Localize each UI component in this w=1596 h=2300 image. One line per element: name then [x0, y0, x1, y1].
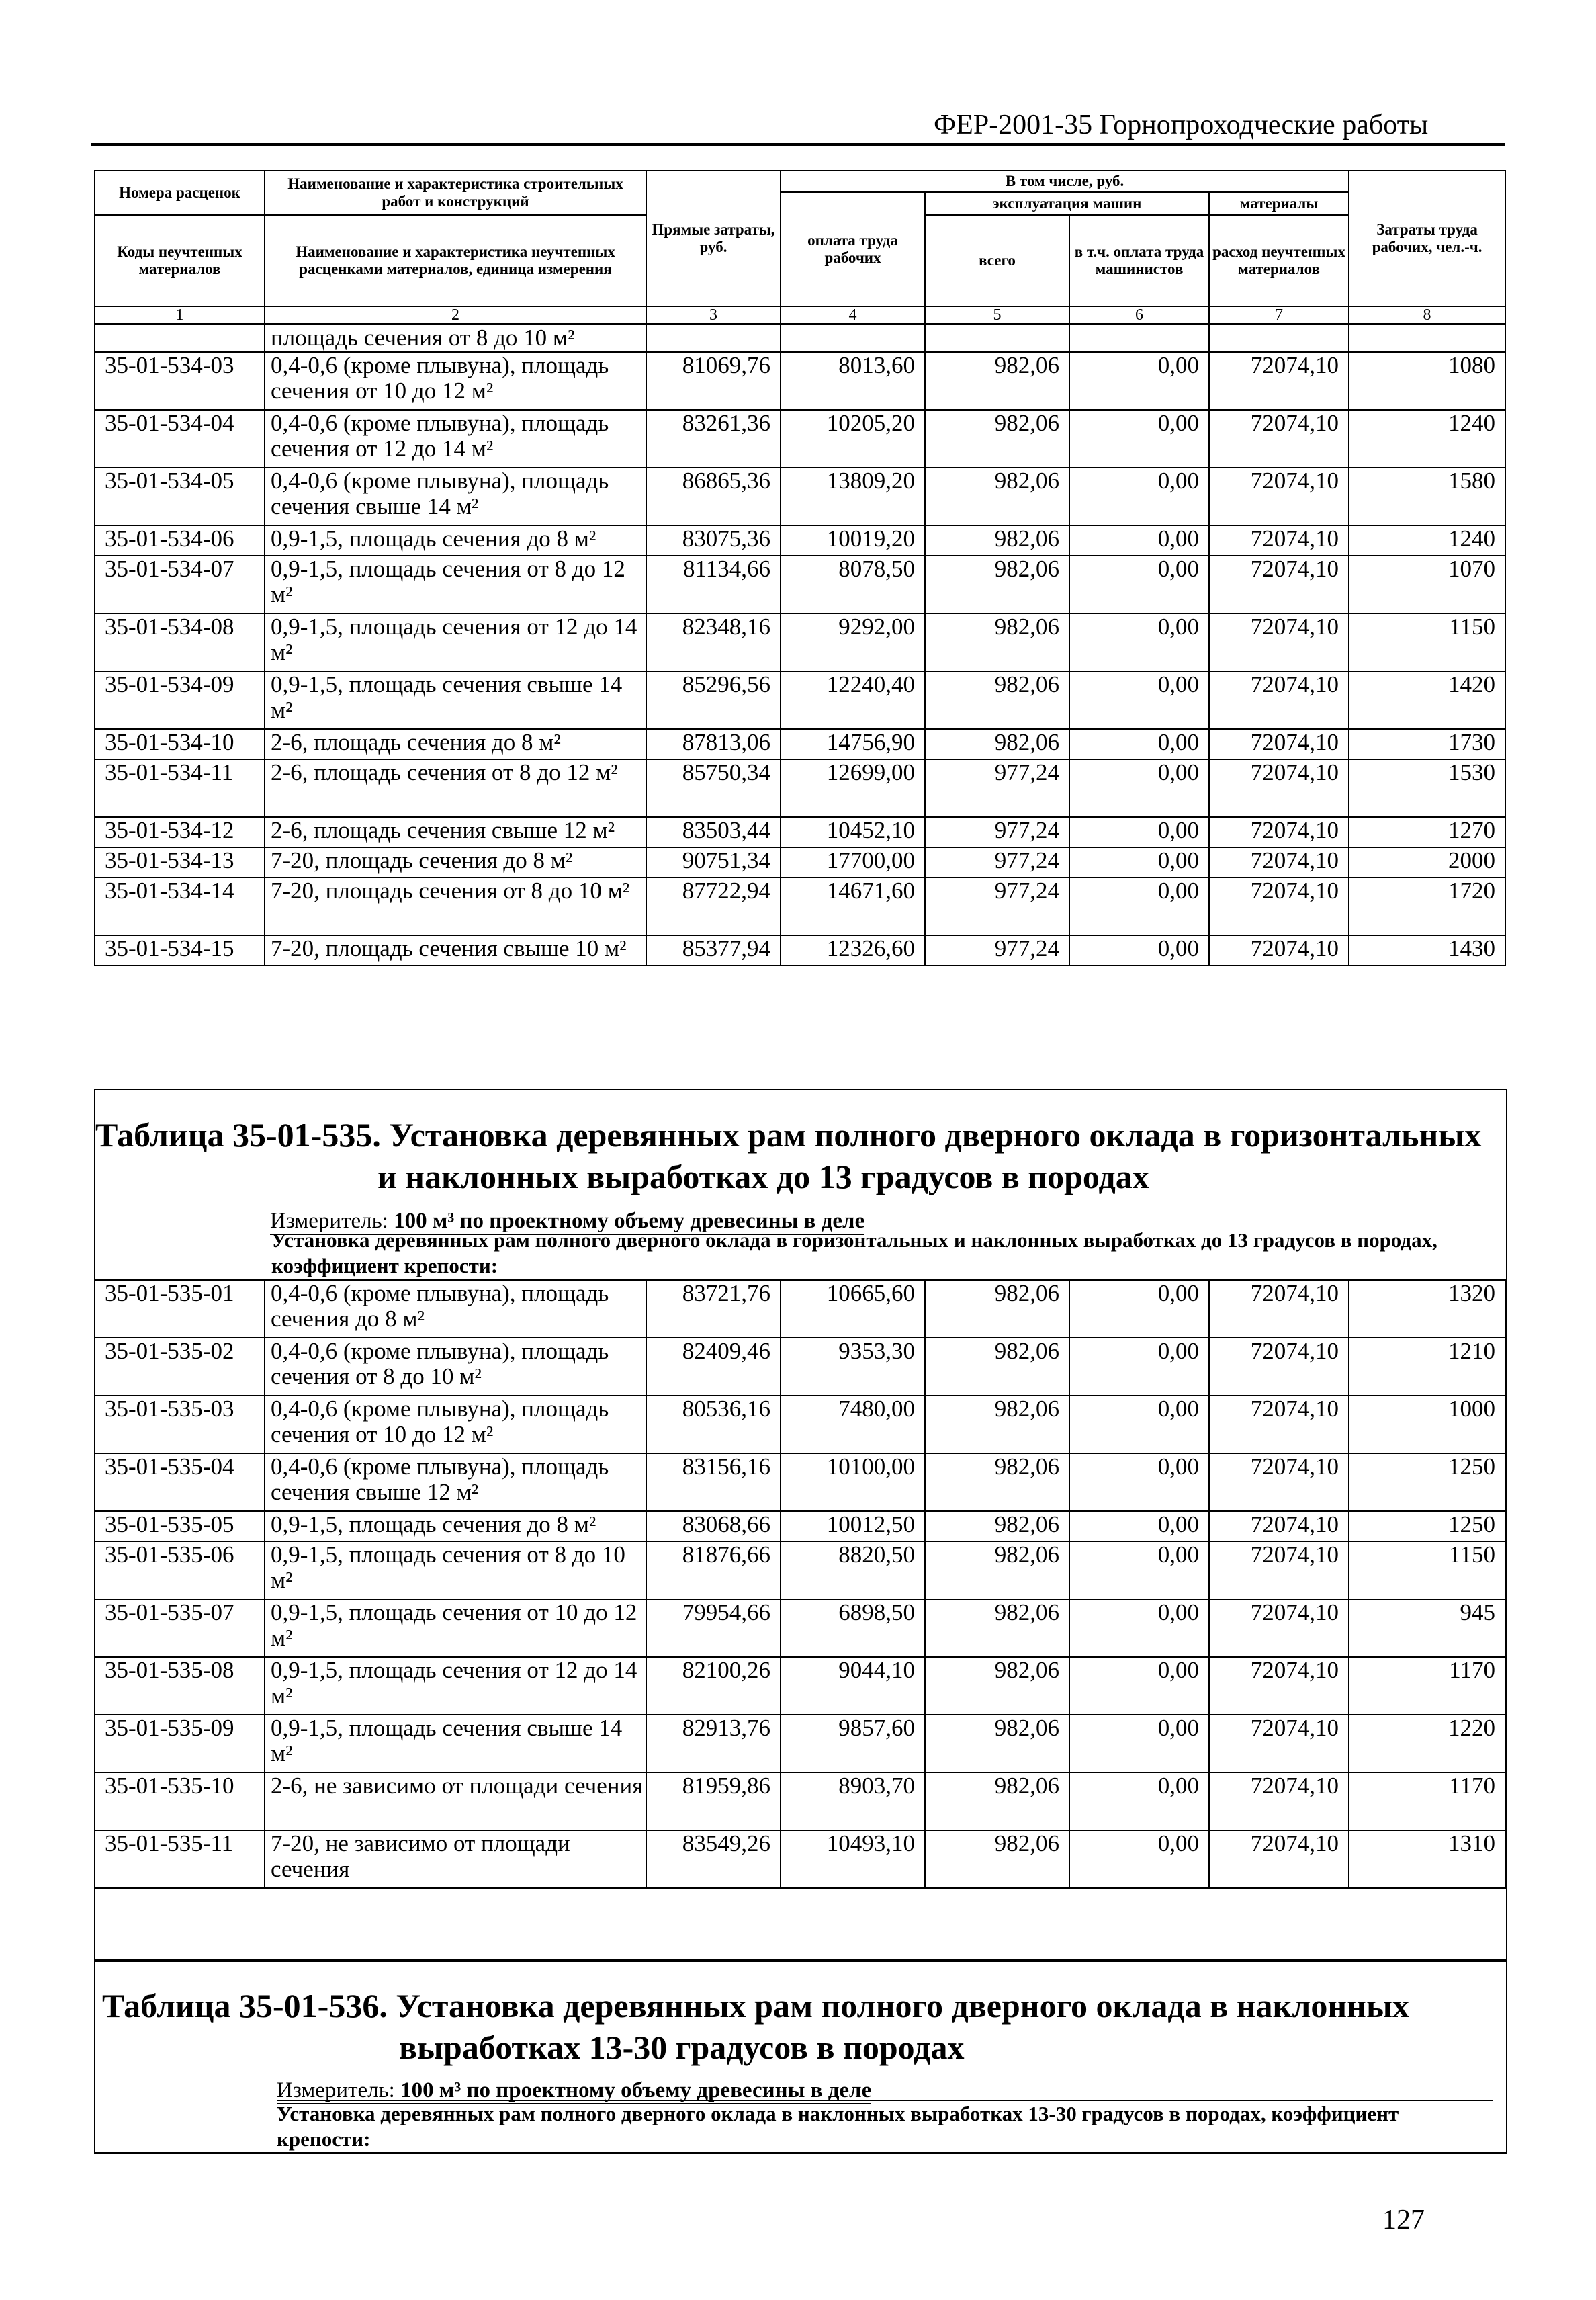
direct-costs: 81069,76 [646, 352, 781, 410]
worker-pay: 10493,10 [781, 1830, 925, 1888]
rate-code: 35-01-535-03 [95, 1396, 265, 1453]
rates-table-534 [94, 170, 1506, 966]
rate-code: 35-01-535-06 [95, 1541, 265, 1599]
rate-code: 35-01-534-15 [95, 935, 265, 966]
material-usage: 72074,10 [1209, 1453, 1349, 1511]
col-number: 8 [1349, 306, 1505, 324]
material-usage: 72074,10 [1209, 1657, 1349, 1715]
machine-cost: 982,06 [925, 613, 1069, 671]
labor-hours: 945 [1349, 1599, 1505, 1657]
worker-pay: 10665,60 [781, 1280, 925, 1338]
worker-pay: 9353,30 [781, 1338, 925, 1396]
direct-costs: 83075,36 [646, 525, 781, 556]
rate-code: 35-01-535-07 [95, 1599, 265, 1657]
work-description: 0,4-0,6 (кроме плывуна), площадь сечения от 10 до 12 м² [265, 352, 646, 410]
machine-cost: 982,06 [925, 410, 1069, 468]
work-description: 2-6, площадь сечения до 8 м² [265, 729, 646, 759]
direct-costs: 82409,46 [646, 1338, 781, 1396]
work-description: 2-6, не зависимо от площади сечения [265, 1773, 646, 1830]
machine-cost: 982,06 [925, 1773, 1069, 1830]
table-row [95, 1599, 1505, 1657]
rate-code: 35-01-535-04 [95, 1453, 265, 1511]
worker-pay: 9857,60 [781, 1715, 925, 1773]
labor-hours: 1310 [1349, 1830, 1505, 1888]
col-header-rate-number: Номера расценок [95, 171, 265, 215]
labor-hours: 1240 [1349, 525, 1505, 556]
machinist-pay: 0,00 [1069, 1338, 1209, 1396]
labor-hours: 1170 [1349, 1657, 1505, 1715]
rate-code: 35-01-534-11 [95, 759, 265, 817]
worker-pay: 14671,60 [781, 878, 925, 935]
machinist-pay: 0,00 [1069, 1657, 1209, 1715]
col-header-direct-costs: Прямые затраты, руб. [646, 171, 781, 306]
table-row [95, 1657, 1505, 1715]
work-description: 0,9-1,5, площадь сечения от 8 до 10 м² [265, 1541, 646, 1599]
labor-hours: 1720 [1349, 878, 1505, 935]
labor-hours: 1430 [1349, 935, 1505, 966]
table-row [95, 1541, 1505, 1599]
machine-cost: 982,06 [925, 1280, 1069, 1338]
table-title: и наклонных выработках до 13 градусов в породах [378, 1158, 1149, 1195]
rate-code: 35-01-535-08 [95, 1657, 265, 1715]
worker-pay: 8820,50 [781, 1541, 925, 1599]
material-usage: 72074,10 [1209, 759, 1349, 817]
machine-cost: 982,06 [925, 671, 1069, 729]
col-header-work-name: Наименование и характеристика строительных работ и конструкций [265, 171, 646, 215]
col-header-labor-hours: Затраты труда рабочих, чел.-ч. [1349, 171, 1505, 306]
material-usage: 72074,10 [1209, 935, 1349, 966]
material-usage: 72074,10 [1209, 468, 1349, 525]
direct-costs: 90751,34 [646, 847, 781, 878]
material-usage: 72074,10 [1209, 556, 1349, 613]
machinist-pay: 0,00 [1069, 1830, 1209, 1888]
work-description: 7-20, площадь сечения свыше 10 м² [265, 935, 646, 966]
work-description: 2-6, площадь сечения от 8 до 12 м² [265, 759, 646, 817]
measure-prefix: Измеритель: [277, 2078, 395, 2102]
labor-hours: 1580 [1349, 468, 1505, 525]
machine-cost: 977,24 [925, 878, 1069, 935]
machinist-pay: 0,00 [1069, 352, 1209, 410]
machinist-pay: 0,00 [1069, 847, 1209, 878]
labor-hours: 1210 [1349, 1338, 1505, 1396]
worker-pay: 10452,10 [781, 817, 925, 847]
machinist-pay: 0,00 [1069, 1453, 1209, 1511]
table-row [95, 1830, 1505, 1888]
material-usage: 72074,10 [1209, 1338, 1349, 1396]
measure-value: 100 м³ по проектному объему древесины в деле [394, 1209, 865, 1233]
running-header: ФЕР-2001-35 Горнопроходческие работы [934, 110, 1429, 140]
direct-costs: 81959,86 [646, 1773, 781, 1830]
machinist-pay: 0,00 [1069, 1541, 1209, 1599]
material-usage: 72074,10 [1209, 729, 1349, 759]
direct-costs: 85296,56 [646, 671, 781, 729]
table-row [95, 729, 1505, 759]
work-description: 0,9-1,5, площадь сечения от 10 до 12 м² [265, 1599, 646, 1657]
rate-code: 35-01-534-08 [95, 613, 265, 671]
machine-cost: 982,06 [925, 1541, 1069, 1599]
machine-cost: 977,24 [925, 817, 1069, 847]
machine-cost: 982,06 [925, 1715, 1069, 1773]
table-row [95, 817, 1505, 847]
machine-cost: 982,06 [925, 468, 1069, 525]
direct-costs: 82100,26 [646, 1657, 781, 1715]
machinist-pay: 0,00 [1069, 759, 1209, 817]
machine-cost: 982,06 [925, 1511, 1069, 1541]
direct-costs: 80536,16 [646, 1396, 781, 1453]
machine-cost: 982,06 [925, 525, 1069, 556]
rate-code: 35-01-535-05 [95, 1511, 265, 1541]
work-description: 2-6, площадь сечения свыше 12 м² [265, 817, 646, 847]
direct-costs: 87722,94 [646, 878, 781, 935]
material-usage: 72074,10 [1209, 1830, 1349, 1888]
labor-hours: 1150 [1349, 613, 1505, 671]
machinist-pay: 0,00 [1069, 935, 1209, 966]
machine-cost: 977,24 [925, 847, 1069, 878]
worker-pay: 8903,70 [781, 1773, 925, 1830]
worker-pay: 12240,40 [781, 671, 925, 729]
work-description: 0,4-0,6 (кроме плывуна), площадь сечения от 8 до 10 м² [265, 1338, 646, 1396]
worker-pay: 10205,20 [781, 410, 925, 468]
col-header-materials: материалы [1209, 192, 1349, 215]
table-row [95, 613, 1505, 671]
direct-costs: 83503,44 [646, 817, 781, 847]
table-row [95, 1396, 1505, 1453]
table-row [95, 759, 1505, 817]
direct-costs: 81134,66 [646, 556, 781, 613]
machine-cost: 982,06 [925, 1396, 1069, 1453]
work-description: 7-20, не зависимо от площади сечения [265, 1830, 646, 1888]
machine-cost: 977,24 [925, 759, 1069, 817]
labor-hours: 1270 [1349, 817, 1505, 847]
table-row [95, 525, 1505, 556]
machine-cost: 982,06 [925, 1657, 1069, 1715]
labor-hours: 1000 [1349, 1396, 1505, 1453]
material-usage: 72074,10 [1209, 1773, 1349, 1830]
page-number: 127 [1382, 2205, 1425, 2235]
direct-costs: 82348,16 [646, 613, 781, 671]
table-535-section [94, 1089, 1507, 1962]
table-row [95, 556, 1505, 613]
machinist-pay: 0,00 [1069, 1280, 1209, 1338]
measure-value: 100 м³ по проектному объему древесины в деле [400, 2078, 872, 2102]
machine-cost: 982,06 [925, 1453, 1069, 1511]
machine-cost: 982,06 [925, 1338, 1069, 1396]
col-number: 5 [925, 306, 1069, 324]
work-description: 0,4-0,6 (кроме плывуна), площадь сечения свыше 12 м² [265, 1453, 646, 1511]
worker-pay: 9044,10 [781, 1657, 925, 1715]
direct-costs: 85750,34 [646, 759, 781, 817]
worker-pay: 8013,60 [781, 352, 925, 410]
section-subtitle: Установка деревянных рам полного дверного оклада в наклонных выработках 13-30 градусов в породах, коэффициент крепости: [277, 2100, 1493, 2152]
worker-pay: 10100,00 [781, 1453, 925, 1511]
machinist-pay: 0,00 [1069, 729, 1209, 759]
labor-hours: 1250 [1349, 1453, 1505, 1511]
rate-code: 35-01-534-13 [95, 847, 265, 878]
labor-hours: 1080 [1349, 352, 1505, 410]
header-rule [91, 143, 1505, 146]
worker-pay: 17700,00 [781, 847, 925, 878]
col-header-worker-pay: оплата труда рабочих [781, 192, 925, 306]
table-row [95, 1715, 1505, 1773]
material-usage: 72074,10 [1209, 410, 1349, 468]
table-row [95, 1773, 1505, 1830]
machine-cost: 977,24 [925, 935, 1069, 966]
work-description: 0,4-0,6 (кроме плывуна), площадь сечения до 8 м² [265, 1280, 646, 1338]
machine-cost: 982,06 [925, 556, 1069, 613]
direct-costs: 87813,06 [646, 729, 781, 759]
material-usage: 72074,10 [1209, 847, 1349, 878]
labor-hours: 1070 [1349, 556, 1505, 613]
work-description: 7-20, площадь сечения от 8 до 10 м² [265, 878, 646, 935]
table-title: Таблица 35-01-536. Установка деревянных рам полного дверного оклада в наклонных [102, 1987, 1410, 2025]
labor-hours: 1250 [1349, 1511, 1505, 1541]
worker-pay: 9292,00 [781, 613, 925, 671]
col-number: 3 [646, 306, 781, 324]
direct-costs: 83068,66 [646, 1511, 781, 1541]
machinist-pay: 0,00 [1069, 878, 1209, 935]
work-description: 0,9-1,5, площадь сечения свыше 14 м² [265, 1715, 646, 1773]
machinist-pay: 0,00 [1069, 1773, 1209, 1830]
col-header-material-names: Наименование и характеристика неучтенных расценками материалов, единица измерения [265, 215, 646, 306]
rate-code: 35-01-535-02 [95, 1338, 265, 1396]
col-number: 4 [781, 306, 925, 324]
machinist-pay: 0,00 [1069, 817, 1209, 847]
measure-prefix: Измеритель: [270, 1209, 388, 1233]
rate-code: 35-01-535-09 [95, 1715, 265, 1773]
machine-cost: 982,06 [925, 1830, 1069, 1888]
machinist-pay: 0,00 [1069, 1715, 1209, 1773]
rate-code: 35-01-534-09 [95, 671, 265, 729]
work-description: 0,4-0,6 (кроме плывуна), площадь сечения от 10 до 12 м² [265, 1396, 646, 1453]
material-usage: 72074,10 [1209, 613, 1349, 671]
material-usage: 72074,10 [1209, 878, 1349, 935]
worker-pay: 12699,00 [781, 759, 925, 817]
direct-costs: 83261,36 [646, 410, 781, 468]
table-row [95, 1453, 1505, 1511]
material-usage: 72074,10 [1209, 817, 1349, 847]
worker-pay: 10012,50 [781, 1511, 925, 1541]
rate-code: 35-01-534-05 [95, 468, 265, 525]
labor-hours: 1220 [1349, 1715, 1505, 1773]
direct-costs: 83721,76 [646, 1280, 781, 1338]
machinist-pay: 0,00 [1069, 410, 1209, 468]
col-header-machine-use: эксплуатация машин [925, 192, 1209, 215]
machinist-pay: 0,00 [1069, 671, 1209, 729]
col-header-machines-total: всего [925, 215, 1069, 306]
table-row [95, 468, 1505, 525]
rate-code: 35-01-534-04 [95, 410, 265, 468]
direct-costs: 83549,26 [646, 1830, 781, 1888]
table-title: выработках 13-30 градусов в породах [399, 2029, 965, 2066]
rate-code: 35-01-534-10 [95, 729, 265, 759]
table-row [95, 1511, 1505, 1541]
rate-code: 35-01-534-07 [95, 556, 265, 613]
direct-costs: 86865,36 [646, 468, 781, 525]
col-header-including: В том числе, руб. [781, 171, 1349, 192]
machinist-pay: 0,00 [1069, 1511, 1209, 1541]
col-number: 1 [95, 306, 265, 324]
machine-cost: 982,06 [925, 1599, 1069, 1657]
rates-table-535 [94, 1279, 1506, 1889]
worker-pay: 10019,20 [781, 525, 925, 556]
labor-hours: 1320 [1349, 1280, 1505, 1338]
col-number: 6 [1069, 306, 1209, 324]
col-header-machinist-pay: в т.ч. оплата труда машинистов [1069, 215, 1209, 306]
worker-pay: 14756,90 [781, 729, 925, 759]
rate-code: 35-01-535-11 [95, 1830, 265, 1888]
col-header-material-codes: Коды неучтенных материалов [95, 215, 265, 306]
labor-hours: 1730 [1349, 729, 1505, 759]
work-description: 7-20, площадь сечения до 8 м² [265, 847, 646, 878]
material-usage: 72074,10 [1209, 1396, 1349, 1453]
material-usage: 72074,10 [1209, 1541, 1349, 1599]
machinist-pay: 0,00 [1069, 1599, 1209, 1657]
material-usage: 72074,10 [1209, 1715, 1349, 1773]
worker-pay: 12326,60 [781, 935, 925, 966]
rate-code: 35-01-534-03 [95, 352, 265, 410]
machinist-pay: 0,00 [1069, 525, 1209, 556]
rate-code: 35-01-535-01 [95, 1280, 265, 1338]
table-row [95, 1280, 1505, 1338]
labor-hours: 1240 [1349, 410, 1505, 468]
col-number: 2 [265, 306, 646, 324]
rate-code: 35-01-534-06 [95, 525, 265, 556]
worker-pay: 7480,00 [781, 1396, 925, 1453]
work-description: 0,9-1,5, площадь сечения от 12 до 14 м² [265, 1657, 646, 1715]
worker-pay: 8078,50 [781, 556, 925, 613]
direct-costs: 82913,76 [646, 1715, 781, 1773]
material-usage: 72074,10 [1209, 1599, 1349, 1657]
worker-pay: 6898,50 [781, 1599, 925, 1657]
work-description: 0,9-1,5, площадь сечения до 8 м² [265, 525, 646, 556]
direct-costs: 81876,66 [646, 1541, 781, 1599]
col-header-material-usage: расход неучтенных материалов [1209, 215, 1349, 306]
labor-hours: 1150 [1349, 1541, 1505, 1599]
work-description: 0,9-1,5, площадь сечения от 8 до 12 м² [265, 556, 646, 613]
labor-hours: 1530 [1349, 759, 1505, 817]
work-description: 0,9-1,5, площадь сечения свыше 14 м² [265, 671, 646, 729]
section-subtitle: Установка деревянных рам полного дверного оклада в горизонтальных и наклонных выработках до 13 градусов в породах, коэффициент крепости: [271, 1228, 1437, 1277]
machinist-pay: 0,00 [1069, 1396, 1209, 1453]
table-row [95, 1338, 1505, 1396]
labor-hours: 1170 [1349, 1773, 1505, 1830]
table-title: Таблица 35-01-535. Установка деревянных рам полного дверного оклада в горизонтальных [95, 1116, 1482, 1154]
table-536-section [94, 1959, 1507, 2154]
machinist-pay: 0,00 [1069, 613, 1209, 671]
material-usage: 72074,10 [1209, 352, 1349, 410]
work-description: 0,9-1,5, площадь сечения до 8 м² [265, 1511, 646, 1541]
machine-cost: 982,06 [925, 352, 1069, 410]
machine-cost: 982,06 [925, 729, 1069, 759]
work-description: 0,4-0,6 (кроме плывуна), площадь сечения свыше 14 м² [265, 468, 646, 525]
direct-costs: 83156,16 [646, 1453, 781, 1511]
table-row [95, 878, 1505, 935]
table-row [95, 352, 1505, 410]
table-row [95, 847, 1505, 878]
material-usage: 72074,10 [1209, 1280, 1349, 1338]
material-usage: 72074,10 [1209, 1511, 1349, 1541]
rate-code: 35-01-535-10 [95, 1773, 265, 1830]
direct-costs: 79954,66 [646, 1599, 781, 1657]
work-description: 0,4-0,6 (кроме плывуна), площадь сечения от 12 до 14 м² [265, 410, 646, 468]
material-usage: 72074,10 [1209, 671, 1349, 729]
labor-hours: 1420 [1349, 671, 1505, 729]
machinist-pay: 0,00 [1069, 468, 1209, 525]
table-row [95, 671, 1505, 729]
table-row [95, 935, 1505, 966]
work-description: 0,9-1,5, площадь сечения от 12 до 14 м² [265, 613, 646, 671]
rate-code: 35-01-534-12 [95, 817, 265, 847]
col-number: 7 [1209, 306, 1349, 324]
table-row [95, 410, 1505, 468]
rate-code: 35-01-534-14 [95, 878, 265, 935]
direct-costs: 85377,94 [646, 935, 781, 966]
labor-hours: 2000 [1349, 847, 1505, 878]
material-usage: 72074,10 [1209, 525, 1349, 556]
continuation-text: площадь сечения от 8 до 10 м² [265, 324, 646, 352]
machinist-pay: 0,00 [1069, 556, 1209, 613]
worker-pay: 13809,20 [781, 468, 925, 525]
